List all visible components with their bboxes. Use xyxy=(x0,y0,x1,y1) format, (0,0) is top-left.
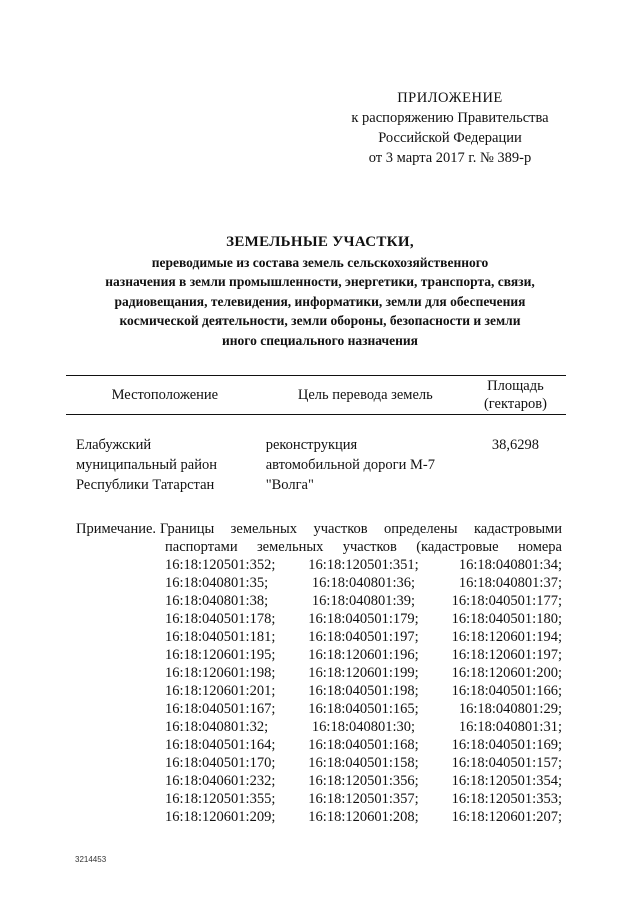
annex-line-3: от 3 марта 2017 г. № 389-р xyxy=(368,150,532,166)
title-sub-2: назначения в земли промышленности, энергетики, транспорта, связи, xyxy=(105,274,535,289)
purpose-line-1: реконструкция xyxy=(265,437,358,453)
land-plots-table xyxy=(66,375,566,495)
table-header-row xyxy=(66,376,566,415)
header-location: Местоположение xyxy=(66,376,254,415)
title-sub-5: иного специального назначения xyxy=(222,332,418,348)
cadastral-number: 16:18:040501:170; xyxy=(165,755,276,771)
annex-line-2: Российской Федерации xyxy=(378,130,522,146)
cadastral-number: 16:18:120601:199; xyxy=(308,665,419,681)
cadastral-number: 16:18:040501:168; xyxy=(308,737,419,753)
cadastral-number: 16:18:040801:36; xyxy=(311,575,416,591)
cadastral-number: 16:18:120601:209; xyxy=(165,809,276,825)
note-text-line-1: Границы земельных участков определены кадастровыми xyxy=(160,521,562,537)
annex-line-1: к распоряжению Правительства xyxy=(351,110,549,126)
cadastral-number: 16:18:120601:197; xyxy=(451,647,562,663)
annex-heading: ПРИЛОЖЕНИЕ xyxy=(397,90,503,106)
cadastral-number: 16:18:040501:177; xyxy=(451,593,562,609)
cadastral-number: 16:18:120601:200; xyxy=(451,665,562,681)
cell-location xyxy=(66,415,254,496)
cadastral-number: 16:18:120501:351; xyxy=(308,557,419,573)
location-line-3: Республики Татарстан xyxy=(76,477,215,493)
note-first-line xyxy=(76,520,562,538)
document-title xyxy=(50,233,590,350)
cadastral-number: 16:18:040501:181; xyxy=(165,629,276,645)
table-row xyxy=(66,415,566,496)
cadastral-number: 16:18:040501:158; xyxy=(308,755,419,771)
cadastral-number: 16:18:040801:29; xyxy=(458,701,562,717)
cadastral-number: 16:18:040501:164; xyxy=(165,737,276,753)
title-sub-3: радиовещания, телевидения, информатики, земли для обеспечения xyxy=(114,293,526,309)
cadastral-number: 16:18:040501:166; xyxy=(451,683,562,699)
cell-purpose xyxy=(254,415,465,496)
cadastral-number: 16:18:040801:39; xyxy=(311,593,416,609)
annex-block xyxy=(330,88,570,168)
header-area-line-1: Площадь xyxy=(487,378,544,394)
cadastral-number: 16:18:040601:232; xyxy=(165,773,276,789)
title-sub-1: переводимые из состава земель сельскохозяйственного xyxy=(151,254,489,270)
note-label: Примечание. xyxy=(76,521,157,537)
location-line-2: муниципальный район xyxy=(76,457,217,473)
cadastral-number: 16:18:120601:196; xyxy=(308,647,419,663)
cadastral-number: 16:18:040801:34; xyxy=(458,557,562,573)
note-text-line-2: паспортами земельных участков (кадастровые номера xyxy=(165,539,562,555)
cadastral-number: 16:18:040801:35; xyxy=(165,575,269,591)
purpose-line-2: автомобильной дороги М-7 xyxy=(265,457,435,473)
cadastral-number: 16:18:040801:32; xyxy=(165,719,269,735)
header-area-line-2: (гектаров) xyxy=(483,396,547,412)
cadastral-number: 16:18:120601:201; xyxy=(165,683,276,699)
cadastral-number: 16:18:120601:207; xyxy=(451,809,562,825)
cadastral-number: 16:18:040801:37; xyxy=(458,575,562,591)
cadastral-number: 16:18:120501:356; xyxy=(308,773,419,789)
cadastral-number: 16:18:040501:167; xyxy=(165,701,276,717)
cadastral-number: 16:18:120601:195; xyxy=(165,647,276,663)
cadastral-number: 16:18:040801:30; xyxy=(311,719,416,735)
cadastral-number: 16:18:120601:198; xyxy=(165,665,276,681)
cadastral-number: 16:18:120501:357; xyxy=(308,791,419,807)
cell-area: 38,6298 xyxy=(491,437,540,453)
cadastral-number: 16:18:040501:197; xyxy=(308,629,419,645)
title-main: ЗЕМЕЛЬНЫЕ УЧАСТКИ, xyxy=(226,234,414,250)
cadastral-number: 16:18:120501:355; xyxy=(165,791,276,807)
cadastral-number: 16:18:120501:352; xyxy=(165,557,276,573)
cadastral-number: 16:18:040501:157; xyxy=(451,755,562,771)
cadastral-number: 16:18:120601:194; xyxy=(451,629,562,645)
cadastral-number: 16:18:040501:169; xyxy=(451,737,562,753)
title-sub-4: космической деятельности, земли обороны, безопасности и земли xyxy=(119,313,521,328)
cadastral-number: 16:18:120501:353; xyxy=(451,791,562,807)
cadastral-number: 16:18:040501:178; xyxy=(165,611,276,627)
cadastral-number: 16:18:040501:179; xyxy=(308,611,419,627)
cadastral-number: 16:18:040501:180; xyxy=(451,611,562,627)
header-area xyxy=(465,376,566,415)
note-block xyxy=(76,520,562,826)
purpose-line-3: "Волга" xyxy=(265,477,314,493)
cadastral-number: 16:18:040801:31; xyxy=(458,719,562,735)
cadastral-number: 16:18:040501:198; xyxy=(308,683,419,699)
cadastral-number: 16:18:120501:354; xyxy=(451,773,562,789)
cadastral-number: 16:18:120601:208; xyxy=(308,809,419,825)
document-number: 3214453 xyxy=(75,855,107,864)
cadastral-number: 16:18:040501:165; xyxy=(308,701,419,717)
location-line-1: Елабужский xyxy=(76,437,152,453)
header-purpose: Цель перевода земель xyxy=(254,376,465,415)
cadastral-numbers-grid xyxy=(165,556,562,826)
cadastral-number: 16:18:040801:38; xyxy=(165,593,269,609)
